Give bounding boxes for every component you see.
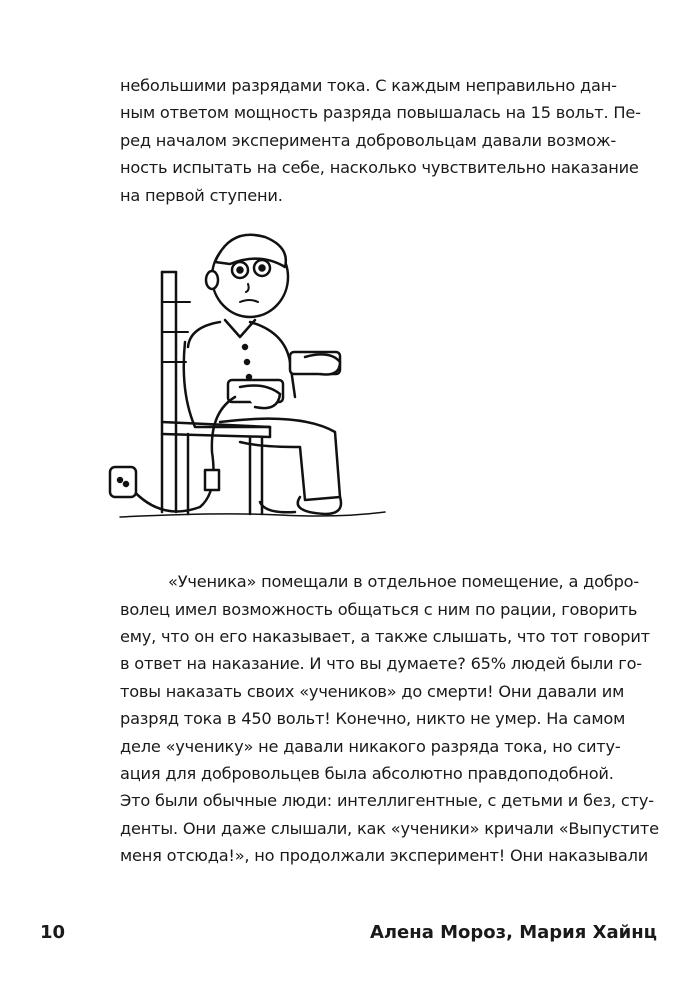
text-line: меня отсюда!», но продолжали эксперимент! Они наказывали (120, 846, 649, 865)
text-line: на первой ступени. (120, 186, 283, 205)
page-number: 10 (40, 922, 66, 943)
illustration-man-in-electric-chair (100, 222, 390, 527)
text-line: в ответ на наказание. И что вы думаете? 65% людей были го- (120, 654, 642, 673)
text-line: ред началом эксперимента добровольцам давали возмож- (120, 131, 616, 150)
text-line: деле «ученику» не давали никакого разряда тока, но ситу- (120, 737, 621, 756)
text-line: ным ответом мощность разряда повышалась на 15 вольт. Пе- (120, 103, 641, 122)
footer-authors: Алена Мороз, Мария Хайнц (369, 922, 657, 943)
text-line: ему, что он его наказывает, а также слышать, что тот говорит (120, 627, 650, 646)
text-line: денты. Они даже слышали, как «ученики» кричали «Выпустите (120, 819, 659, 838)
text-line: Это были обычные люди: интеллигентные, с детьми и без, сту- (120, 791, 654, 810)
text-line: разряд тока в 450 вольт! Конечно, никто не умер. На самом (120, 709, 626, 728)
text-line: товы наказать своих «учеников» до смерти! Они давали им (120, 682, 625, 701)
text-line: «Ученика» помещали в отдельное помещение, а добро- (168, 572, 640, 591)
text-line: небольшими разрядами тока. С каждым неправильно дан- (120, 76, 617, 95)
text-line: ность испытать на себе, насколько чувствительно наказание (120, 158, 639, 177)
text-line: ация для добровольцев была абсолютно правдоподобной. (120, 764, 614, 783)
text-line: волец имел возможность общаться с ним по рации, говорить (120, 600, 638, 619)
